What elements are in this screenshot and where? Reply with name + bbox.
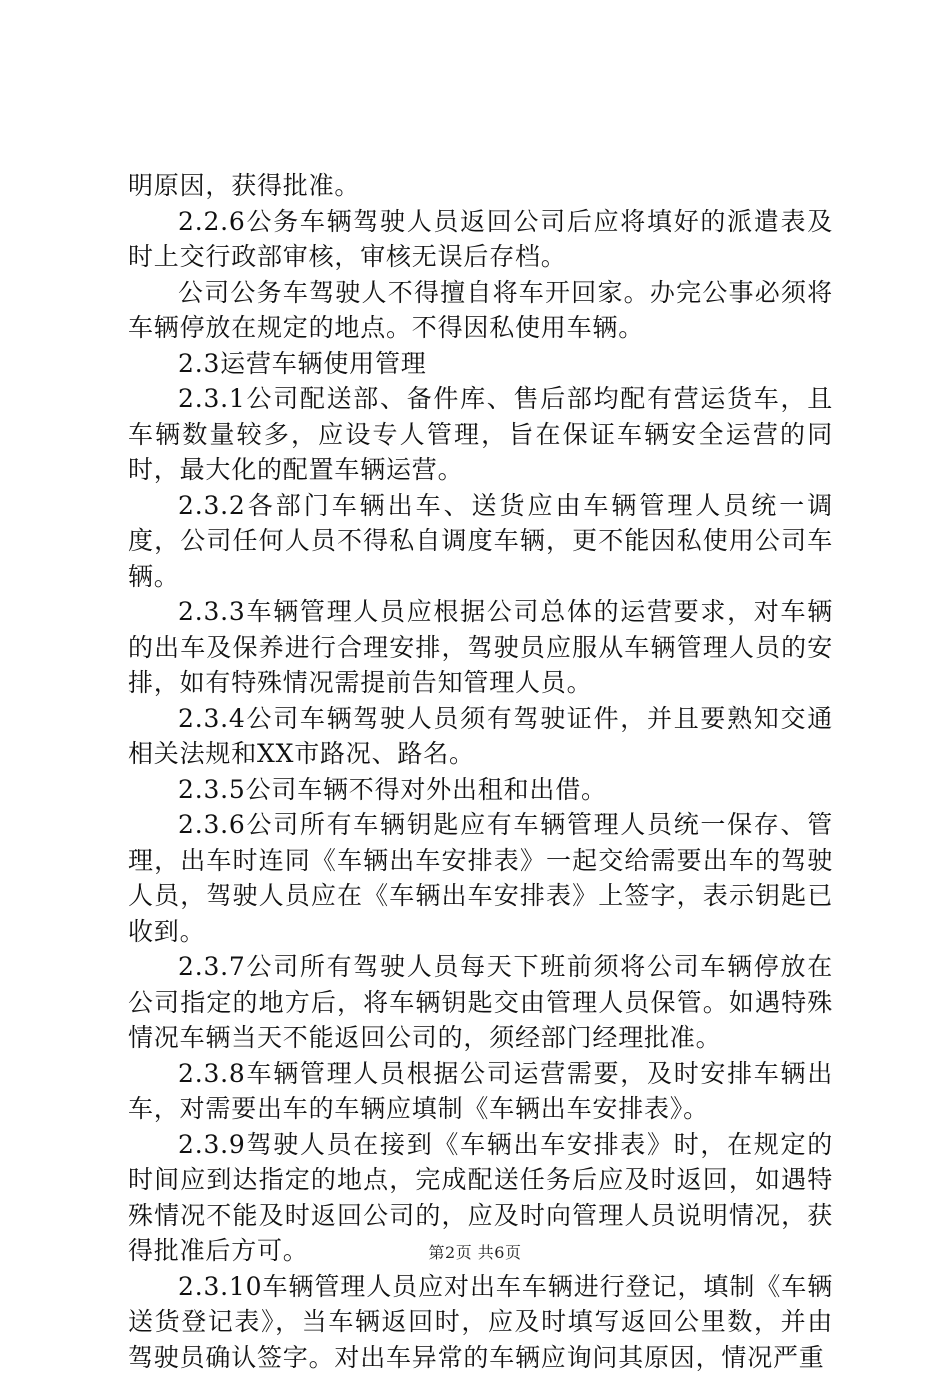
section-heading-2-3: 2.3运营车辆使用管理 bbox=[128, 346, 833, 382]
paragraph-continuation: 明原因，获得批准。 bbox=[128, 168, 833, 204]
paragraph-official-car-rule: 公司公务车驾驶人不得擅自将车开回家。办完公事必须将车辆停放在规定的地点。不得因私使用车辆。 bbox=[128, 275, 833, 346]
paragraph-2-3-3: 2.3.3车辆管理人员应根据公司总体的运营要求，对车辆的出车及保养进行合理安排，驾驶员应服从车辆管理人员的安排，如有特殊情况需提前告知管理人员。 bbox=[128, 594, 833, 701]
paragraph-2-3-4: 2.3.4公司车辆驾驶人员须有驾驶证件，并且要熟知交通相关法规和XX市路况、路名。 bbox=[128, 701, 833, 772]
paragraph-2-3-7: 2.3.7公司所有驾驶人员每天下班前须将公司车辆停放在公司指定的地方后，将车辆钥匙交由管理人员保管。如遇特殊情况车辆当天不能返回公司的，须经部门经理批准。 bbox=[128, 949, 833, 1056]
paragraph-2-3-2: 2.3.2各部门车辆出车、送货应由车辆管理人员统一调度，公司任何人员不得私自调度车辆，更不能因私使用公司车辆。 bbox=[128, 488, 833, 595]
paragraph-2-3-9: 2.3.9驾驶人员在接到《车辆出车安排表》时，在规定的时间应到达指定的地点，完成配送任务后应及时返回，如遇特殊情况不能及时返回公司的，应及时向管理人员说明情况，获得批准后方可。 bbox=[128, 1127, 833, 1269]
page-number-label: 第2页 共6页 bbox=[429, 1243, 522, 1262]
document-body bbox=[128, 168, 833, 1375]
paragraph-2-3-8: 2.3.8车辆管理人员根据公司运营需要，及时安排车辆出车，对需要出车的车辆应填制《车辆出车安排表》。 bbox=[128, 1056, 833, 1127]
paragraph-2-2-6: 2.2.6公务车辆驾驶人员返回公司后应将填好的派遣表及时上交行政部审核，审核无误后存档。 bbox=[128, 204, 833, 275]
page-footer bbox=[0, 1243, 950, 1263]
paragraph-2-3-10: 2.3.10车辆管理人员应对出车车辆进行登记，填制《车辆送货登记表》，当车辆返回时，应及时填写返回公里数，并由驾驶员确认签字。对出车异常的车辆应询问其原因，情况严重 bbox=[128, 1269, 833, 1375]
paragraph-2-3-5: 2.3.5公司车辆不得对外出租和出借。 bbox=[128, 772, 833, 808]
paragraph-2-3-1: 2.3.1公司配送部、备件库、售后部均配有营运货车，且车辆数量较多，应设专人管理，旨在保证车辆安全运营的同时，最大化的配置车辆运营。 bbox=[128, 381, 833, 488]
paragraph-2-3-6: 2.3.6公司所有车辆钥匙应有车辆管理人员统一保存、管理，出车时连同《车辆出车安排表》一起交给需要出车的驾驶人员，驾驶人员应在《车辆出车安排表》上签字，表示钥匙已收到。 bbox=[128, 807, 833, 949]
